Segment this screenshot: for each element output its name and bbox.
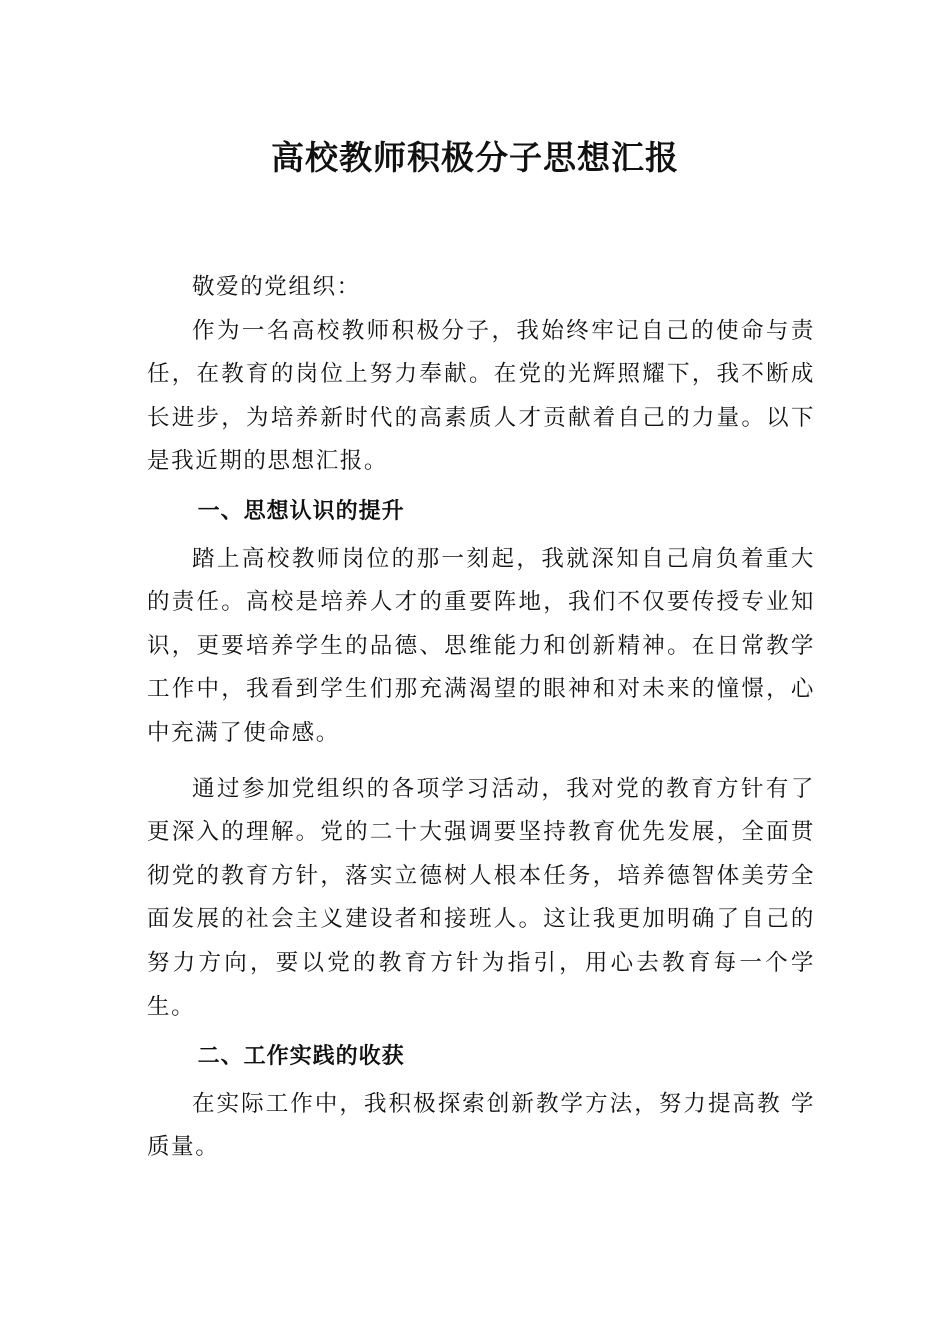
section1-paragraph-2: 通过参加党组织的各项学习活动，我对党的教育方针有了更深入的理解。党的二十大强调要坚持教育优先发展，全面贯彻党的教育方针，落实立德树人根本任务，培养德智体美劳全面发展的社会主义建设者和接班人。这让我更加明确了自己的努力方向，要以党的教育方针为指引，用心去教育每一个学生。 xyxy=(147,775,815,1020)
section2-paragraph-1: 在实际工作中，我积极探索创新教学方法，努力提高教 学质量。 xyxy=(147,1090,815,1161)
section1-paragraph-1: 踏上高校教师岗位的那一刻起，我就深知自己肩负着重大的责任。高校是培养人才的重要阵地，我们不仅要传授专业知识，更要培养学生的品德、思维能力和创新精神。在日常教学工作中，我看到学生们那充满渴望的眼神和对未来的憧憬，心中充满了使命感。 xyxy=(147,545,815,746)
intro-paragraph: 作为一名高校教师积极分子，我始终牢记自己的使命与责任，在教育的岗位上努力奉献。在党的光辉照耀下，我不断成长进步，为培养新时代的高素质人才贡献着自己的力量。以下是我近期的思想汇报。 xyxy=(147,317,815,475)
document-title: 高校教师积极分子思想汇报 xyxy=(271,138,679,177)
section-heading-2: 二、工作实践的收获 xyxy=(197,1044,405,1070)
document-body xyxy=(147,266,815,1170)
section-heading-1: 一、思想认识的提升 xyxy=(197,498,405,524)
salutation: 敬爱的党组织： xyxy=(192,274,361,300)
